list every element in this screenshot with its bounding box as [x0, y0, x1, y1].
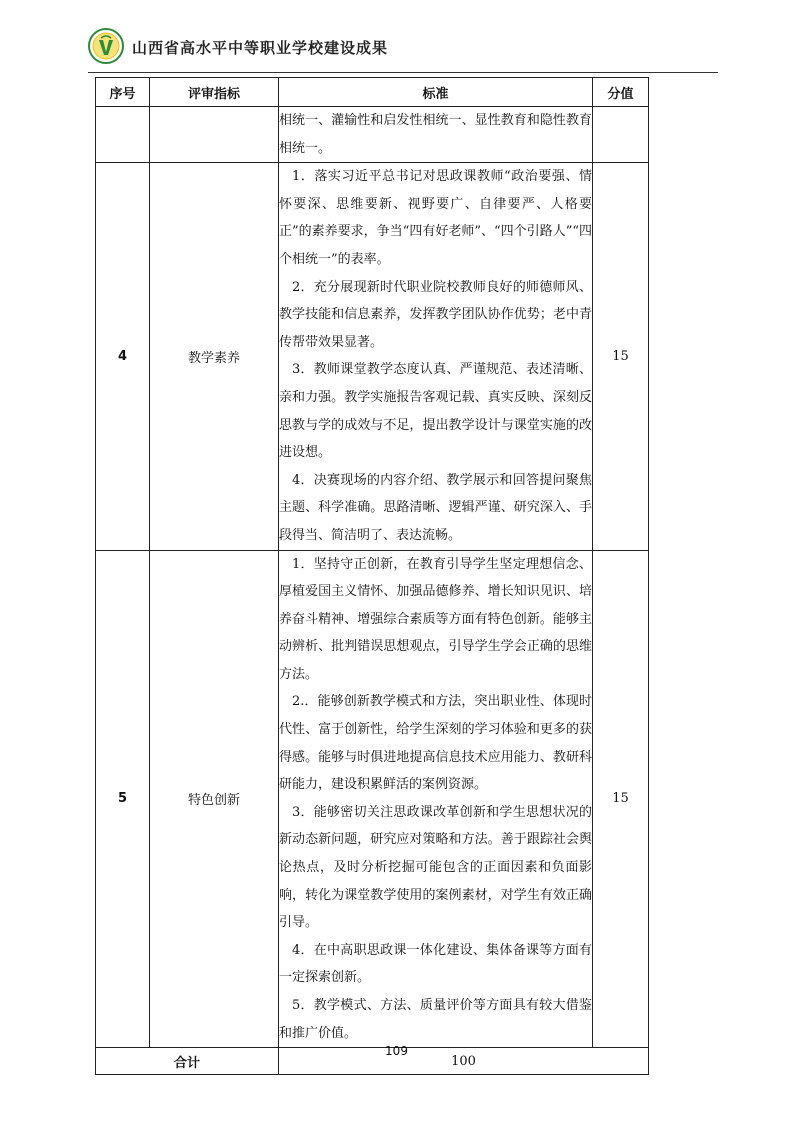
header-title: 山西省高水平中等职业学校建设成果	[132, 39, 389, 57]
standard-paragraph: 1．坚持守正创新，在教育引导学生坚定理想信念、厚植爱国主义情怀、加强品德修养、增长知识见识、培养奋斗精神、增强综合素质等方面有特色创新。能够主动辨析、批判错误思想观点，引导学生学会正确的思维方法。	[279, 556, 592, 682]
row-indicator	[150, 107, 279, 163]
evaluation-table	[95, 77, 649, 1075]
standard-paragraph: 5．教学模式、方法、质量评价等方面具有较大借鉴和推广价值。	[279, 998, 592, 1041]
row-score: 15	[593, 550, 649, 1048]
table-header-row	[96, 78, 649, 107]
row-standard	[279, 550, 593, 1048]
standard-paragraph: 2．充分展现新时代职业院校教师良好的师德师风、教学技能和信息素养，发挥教学团队协作优势；老中青传帮带效果显著。	[279, 279, 592, 350]
table-row	[96, 163, 649, 550]
header-divider	[88, 72, 718, 73]
standard-paragraph: 4．决赛现场的内容介绍、教学展示和回答提问聚焦主题、科学准确。思路清晰、逻辑严谨、研究深入、手段得当、简洁明了、表达流畅。	[279, 472, 592, 543]
page-number: 109	[385, 1044, 408, 1058]
table-row	[96, 107, 649, 163]
row-score: 15	[593, 163, 649, 550]
row-index: 5	[96, 550, 150, 1048]
row-score	[593, 107, 649, 163]
column-header-index: 序号	[96, 78, 150, 107]
row-index: 4	[96, 163, 150, 550]
standard-paragraph: 相统一、灌输性和启发性相统一、显性教育和隐性教育相统一。	[279, 113, 592, 156]
standard-paragraph: 4．在中高职思政课一体化建设、集体备课等方面有一定探索创新。	[279, 942, 592, 986]
table-row	[96, 550, 649, 1048]
column-header-standard: 标准	[279, 78, 593, 107]
standard-paragraph: 2.．能够创新教学模式和方法，突出职业性、体现时代性、富于创新性，给学生深刻的学习体验和更多的获得感。能够与时俱进地提高信息技术应用能力、教研科研能力，建设积累鲜活的案例资源。	[279, 694, 592, 793]
standard-paragraph: 3．能够密切关注思政课改革创新和学生思想状况的新动态新问题，研究应对策略和方法。善于跟踪社会舆论热点，及时分析挖掘可能包含的正面因素和负面影响，转化为课堂教学使用的案例素材，对学生有效正确引导。	[279, 804, 592, 931]
row-standard	[279, 163, 593, 550]
total-value: 100	[279, 1048, 649, 1075]
row-index	[96, 107, 150, 163]
standard-paragraph: 3．教师课堂教学态度认真、严谨规范、表述清晰、亲和力强。教学实施报告客观记载、真实反映、深刻反思教与学的成效与不足，提出教学设计与课堂实施的改进设想。	[279, 362, 592, 461]
total-label: 合计	[96, 1048, 279, 1075]
row-standard	[279, 107, 593, 163]
column-header-indicator: 评审指标	[150, 78, 279, 107]
school-emblem-icon	[88, 28, 124, 64]
column-header-score: 分值	[593, 78, 649, 107]
page-header	[88, 28, 728, 68]
standard-paragraph: 1．落实习近平总书记对思政课教师“政治要强、情怀要深、思维要新、视野要广、自律要严、人格要正”的素养要求，争当“四有好老师”、“四个引路人”“四个相统一”的表率。	[279, 169, 592, 267]
row-indicator: 教学素养	[150, 163, 279, 550]
row-indicator: 特色创新	[150, 550, 279, 1048]
